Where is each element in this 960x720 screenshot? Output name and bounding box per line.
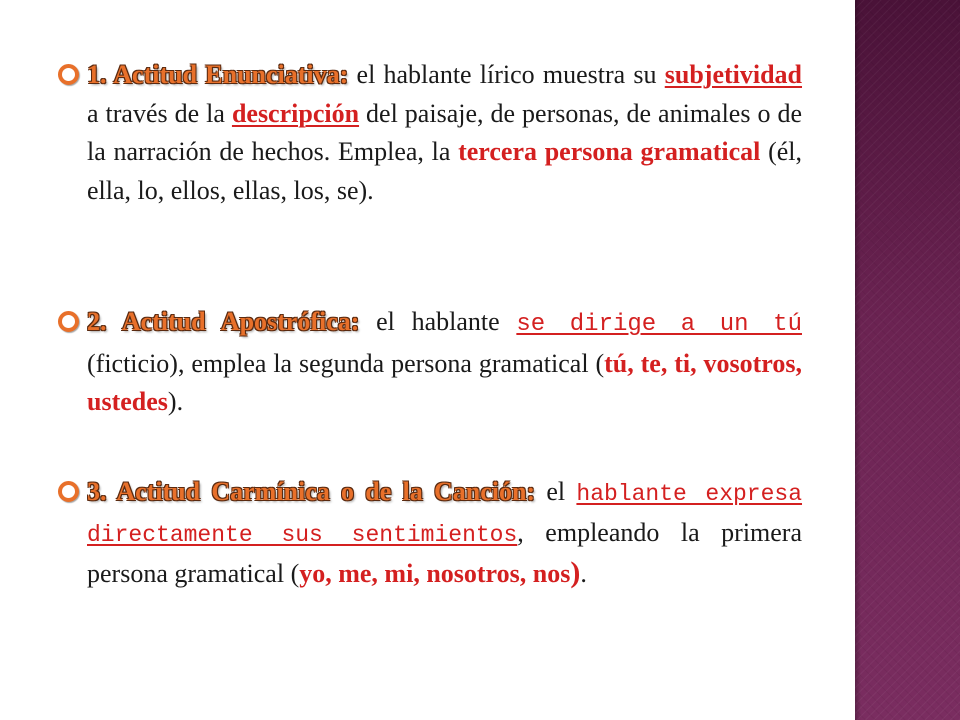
bullet-heading: 2. Actitud Apostrófica:	[87, 307, 360, 336]
body-text: el hablante	[359, 307, 517, 336]
body-text: .	[580, 559, 587, 588]
bullet-ring-icon	[58, 481, 79, 502]
body-text: , empleando la primera persona gramatical (	[87, 517, 802, 588]
body-text: el hablante lírico muestra su	[348, 60, 665, 89]
body-text: (él, ella, lo, ellos, ellas, los, se).	[87, 137, 803, 205]
bullet-heading: 3. Actitud Carmínica o de la Canción:	[87, 477, 536, 506]
decorative-side-panel	[855, 0, 960, 720]
bullet-item-apostrofica	[58, 303, 802, 422]
body-text: ).	[167, 387, 184, 416]
body-text: el	[535, 477, 577, 506]
emphasis-bold: tercera persona gramatical	[458, 137, 761, 166]
body-text: (ficticio), emplea la segunda persona gramatical (	[87, 348, 605, 378]
bullet-item-enunciativa	[58, 56, 802, 210]
body-text: del paisaje, de personas, de animales o de la narración de hechos. Emplea, la	[87, 98, 802, 166]
emphasis-paren: )	[570, 556, 581, 589]
emphasis-underlined: hablante expresa directamente sus sentimientos	[87, 481, 803, 548]
bullet-paragraph	[87, 303, 802, 422]
emphasis-bold: yo, me, mi, nosotros, nos	[299, 559, 571, 588]
bullet-ring-icon	[58, 311, 79, 332]
emphasis-bold: tú, te, ti, vosotros, ustedes	[87, 348, 802, 416]
emphasis-underlined: se dirige a un tú	[516, 311, 802, 338]
bullet-item-carminica	[58, 473, 802, 594]
bullet-paragraph	[87, 56, 802, 210]
bullet-ring-icon	[58, 64, 79, 85]
emphasis-underlined: subjetividad	[664, 60, 803, 89]
emphasis-underlined: descripción	[231, 98, 360, 128]
bullet-paragraph	[87, 473, 802, 594]
side-panel-edge-shadow	[855, 0, 861, 720]
body-text: a través de la	[87, 98, 232, 128]
bullet-heading: 1. Actitud Enunciativa:	[87, 60, 349, 89]
